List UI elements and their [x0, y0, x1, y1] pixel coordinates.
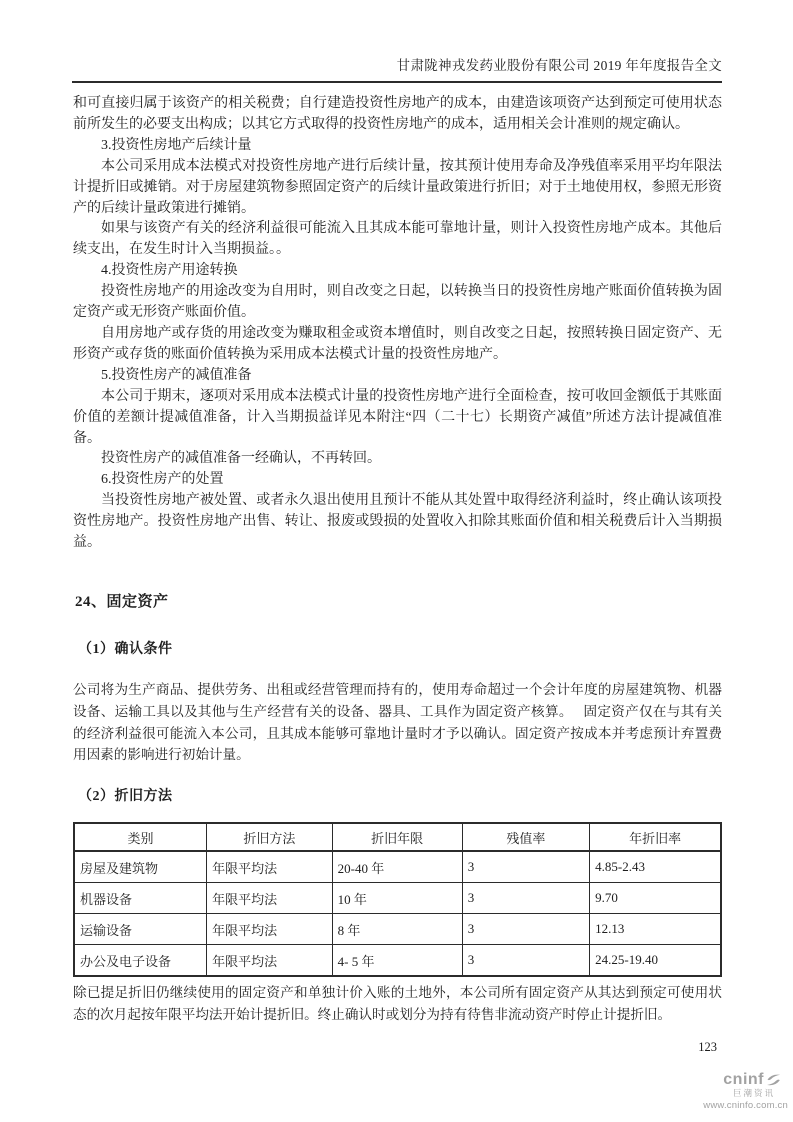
cell-annual-rate: 9.70 — [590, 883, 721, 914]
paragraph-carryover: 和可直接归属于该资产的相关税费；自行建造投资性房地产的成本，由建造该项资产达到预定可使用状态前所发生的必要支出构成；以其它方式取得的投资性房地产的成本，适用相关会计准则的规定确认。 — [73, 96, 722, 132]
table-header-row — [74, 823, 721, 851]
cell-annual-rate: 12.13 — [590, 914, 721, 945]
paragraph: 投资性房地产的用途改变为自用时，则自改变之日起，以转换当日的投资性房地产账面价值转换为固定资产或无形资产账面价值。 — [73, 284, 722, 321]
cell-method: 年限平均法 — [207, 851, 333, 883]
section-heading-fixed-assets: 24、固定资产 — [75, 593, 169, 610]
cell-life: 4- 5 年 — [332, 945, 462, 977]
column-header-residual-rate: 残值率 — [462, 823, 589, 851]
paragraph: 投资性房产的减值准备一经确认，不再转回。 — [101, 451, 381, 467]
table-row — [74, 914, 721, 945]
paragraph-depreciation-note: 除已提足折旧仍继续使用的固定资产和单独计价入账的土地外，本公司所有固定资产从其达到预定可使用状态的次月起按年限平均法开始计提折旧。终止确认时或划分为持有待售非流动资产时停止计提折旧。 — [73, 985, 722, 1022]
item-heading-6: 6.投资性房产的处置 — [101, 472, 224, 488]
subsection-heading-depreciation: （2）折旧方法 — [78, 789, 173, 805]
paragraph: 如果与该资产有关的经济利益很可能流入且其成本能可靠地计量，则计入投资性房地产成本。其他后续支出，在发生时计入当期损益。。 — [73, 221, 722, 258]
cninfo-logo-row — [700, 1072, 788, 1088]
page-number: 123 — [698, 1040, 717, 1054]
cninfo-brand-text: cninf — [723, 1071, 764, 1088]
cell-method: 年限平均法 — [207, 883, 333, 914]
cninfo-url: www.cninfo.com.cn — [703, 1099, 788, 1111]
cell-residual-rate: 3 — [462, 851, 589, 883]
cell-life: 8 年 — [332, 914, 462, 945]
cell-residual-rate: 3 — [462, 883, 589, 914]
cell-life: 10 年 — [332, 883, 462, 914]
document-body — [73, 94, 722, 1026]
cell-residual-rate: 3 — [462, 945, 589, 977]
item-heading-4: 4.投资性房产用途转换 — [101, 263, 238, 279]
item-heading-3: 3.投资性房地产后续计量 — [101, 137, 252, 153]
table-row — [74, 851, 721, 883]
column-header-category: 类别 — [74, 823, 207, 851]
table-row — [74, 883, 721, 914]
table-row — [74, 945, 721, 977]
cell-life: 20-40 年 — [332, 851, 462, 883]
cninfo-chinese-name: 巨潮资讯 — [732, 1088, 775, 1098]
subsection-heading-recognition: （1）确认条件 — [78, 641, 173, 657]
paragraph: 本公司采用成本法模式对投资性房地产进行后续计量，按其预计使用寿命及净残值率采用平均年限法计提折旧或摊销。对于房屋建筑物参照固定资产的后续计量政策进行折旧；对于土地使用权，参照无形资产的后续计量政策进行摊销。 — [73, 158, 722, 216]
report-header — [72, 54, 722, 83]
cninfo-logo — [700, 1072, 788, 1110]
report-title: 甘肃陇神戎发药业股份有限公司 2019 年年度报告全文 — [396, 58, 722, 73]
depreciation-table — [73, 822, 722, 977]
cell-annual-rate: 24.25-19.40 — [590, 945, 721, 977]
paragraph: 当投资性房地产被处置、或者永久退出使用且预计不能从其处置中取得经济利益时，终止确认该项投资性房地产。投资性房地产出售、转让、报废或毁损的处置收入扣除其账面价值和相关税费后计入当期损益。 — [73, 493, 722, 551]
cninfo-swirl-icon — [765, 1073, 782, 1088]
cell-residual-rate: 3 — [462, 914, 589, 945]
paragraph-recognition: 公司将为生产商品、提供劳务、出租或经营管理而持有的，使用寿命超过一个会计年度的房屋建筑物、机器设备、运输工具以及其他与生产经营有关的设备、器具、工具作为固定资产核算。 固定资产仅在与其有关的经济利益很可能流入本公司，且其成本能够可靠地计量时才予以确认。固定资产按成本并考虑预计弃置费用因素的影响进行初始计量。 — [73, 681, 722, 763]
paragraph: 本公司于期末，逐项对采用成本法模式计量的投资性房地产进行全面检查，按可收回金额低于其账面价值的差额计提减值准备，计入当期损益详见本附注“四（二十七）长期资产减值”所述方法计提减值准备。 — [73, 388, 722, 446]
cell-category: 机器设备 — [74, 883, 207, 914]
cell-method: 年限平均法 — [207, 945, 333, 977]
column-header-method: 折旧方法 — [207, 823, 333, 851]
cell-category: 运输设备 — [74, 914, 207, 945]
column-header-life: 折旧年限 — [332, 823, 462, 851]
cell-method: 年限平均法 — [207, 914, 333, 945]
cell-category: 办公及电子设备 — [74, 945, 207, 977]
column-header-annual-rate: 年折旧率 — [590, 823, 721, 851]
cell-annual-rate: 4.85-2.43 — [590, 851, 721, 883]
item-heading-5: 5.投资性房产的减值准备 — [101, 367, 252, 383]
paragraph: 自用房地产或存货的用途改变为赚取租金或资本增值时，则自改变之日起，按照转换日固定资产、无形资产或存货的账面价值转换为采用成本法模式计量的投资性房地产。 — [73, 325, 722, 362]
cell-category: 房屋及建筑物 — [74, 851, 207, 883]
